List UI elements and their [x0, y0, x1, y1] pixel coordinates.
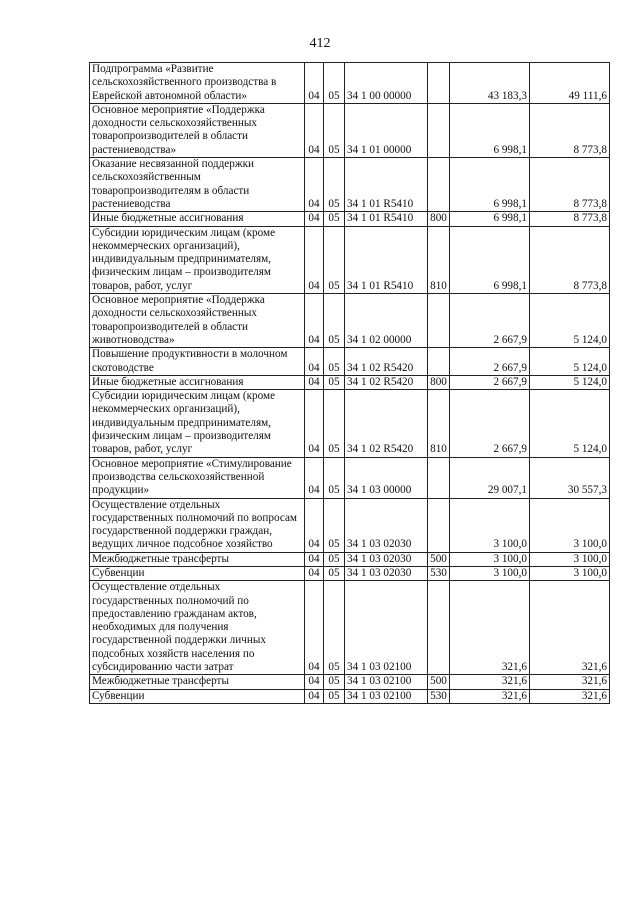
- row-amount-year-1: 43 183,3: [450, 63, 530, 104]
- row-expense-type-code: 800: [428, 375, 450, 389]
- row-name: Субвенции: [90, 566, 305, 580]
- row-section-code: 04: [305, 566, 324, 580]
- row-amount-year-2: 3 100,0: [530, 498, 610, 552]
- row-target-article-code: 34 1 03 00000: [345, 457, 428, 498]
- table-row: [90, 566, 610, 580]
- row-target-article-code: 34 1 03 02100: [345, 675, 428, 689]
- table-row: [90, 552, 610, 566]
- row-amount-year-2: 321,6: [530, 689, 610, 703]
- row-name: Основное мероприятие «Поддержка доходности сельскохозяйственных товаропроизводителей в области растениеводства»: [90, 103, 305, 157]
- row-target-article-code: 34 1 01 R5410: [345, 158, 428, 212]
- row-amount-year-1: 321,6: [450, 689, 530, 703]
- row-section-code: 04: [305, 212, 324, 226]
- row-section-code: 04: [305, 457, 324, 498]
- row-amount-year-1: 2 667,9: [450, 390, 530, 457]
- row-amount-year-2: 321,6: [530, 581, 610, 675]
- row-amount-year-2: 8 773,8: [530, 212, 610, 226]
- row-expense-type-code: [428, 158, 450, 212]
- row-amount-year-1: 3 100,0: [450, 566, 530, 580]
- row-expense-type-code: 500: [428, 675, 450, 689]
- row-section-code: 04: [305, 103, 324, 157]
- table-row: [90, 348, 610, 376]
- row-expense-type-code: 800: [428, 212, 450, 226]
- row-amount-year-2: 8 773,8: [530, 158, 610, 212]
- row-section-code: 04: [305, 390, 324, 457]
- row-name: Межбюджетные трансферты: [90, 552, 305, 566]
- row-name: Осуществление отдельных государственных полномочий по вопросам государственной поддержки граждан, ведущих личное подсобное хозяйство: [90, 498, 305, 552]
- row-subsection-code: 05: [324, 348, 345, 376]
- row-subsection-code: 05: [324, 294, 345, 348]
- row-amount-year-2: 5 124,0: [530, 390, 610, 457]
- row-subsection-code: 05: [324, 390, 345, 457]
- table-row: [90, 158, 610, 212]
- row-amount-year-2: 5 124,0: [530, 294, 610, 348]
- row-amount-year-1: 6 998,1: [450, 226, 530, 293]
- row-expense-type-code: [428, 63, 450, 104]
- row-name: Субсидии юридическим лицам (кроме некоммерческих организаций), индивидуальным предпринимателям, физическим лицам – производителям товаров, работ, услуг: [90, 226, 305, 293]
- table-row: [90, 226, 610, 293]
- row-section-code: 04: [305, 581, 324, 675]
- row-target-article-code: 34 1 02 R5420: [345, 375, 428, 389]
- row-subsection-code: 05: [324, 498, 345, 552]
- row-amount-year-2: 3 100,0: [530, 552, 610, 566]
- row-target-article-code: 34 1 02 R5420: [345, 348, 428, 376]
- row-amount-year-1: 2 667,9: [450, 348, 530, 376]
- page-number: 412: [309, 36, 331, 51]
- row-amount-year-2: 321,6: [530, 675, 610, 689]
- row-section-code: 04: [305, 689, 324, 703]
- row-name: Иные бюджетные ассигнования: [90, 375, 305, 389]
- row-section-code: 04: [305, 552, 324, 566]
- table-row: [90, 63, 610, 104]
- row-subsection-code: 05: [324, 63, 345, 104]
- row-name: Основное мероприятие «Стимулирование производства сельскохозяйственной продукции»: [90, 457, 305, 498]
- row-amount-year-1: 3 100,0: [450, 498, 530, 552]
- row-expense-type-code: 500: [428, 552, 450, 566]
- row-subsection-code: 05: [324, 226, 345, 293]
- budget-table: [89, 62, 610, 704]
- row-amount-year-1: 6 998,1: [450, 158, 530, 212]
- table-row: [90, 390, 610, 457]
- row-name: Субсидии юридическим лицам (кроме некоммерческих организаций), индивидуальным предпринимателям, физическим лицам – производителям товаров, работ, услуг: [90, 390, 305, 457]
- row-subsection-code: 05: [324, 552, 345, 566]
- row-section-code: 04: [305, 498, 324, 552]
- row-name: Межбюджетные трансферты: [90, 675, 305, 689]
- row-target-article-code: 34 1 03 02100: [345, 581, 428, 675]
- row-name: Иные бюджетные ассигнования: [90, 212, 305, 226]
- row-subsection-code: 05: [324, 457, 345, 498]
- row-amount-year-1: 6 998,1: [450, 103, 530, 157]
- row-subsection-code: 05: [324, 675, 345, 689]
- table-row: [90, 294, 610, 348]
- row-section-code: 04: [305, 294, 324, 348]
- row-section-code: 04: [305, 375, 324, 389]
- row-section-code: 04: [305, 348, 324, 376]
- row-target-article-code: 34 1 03 02030: [345, 566, 428, 580]
- row-subsection-code: 05: [324, 158, 345, 212]
- row-amount-year-1: 6 998,1: [450, 212, 530, 226]
- row-subsection-code: 05: [324, 375, 345, 389]
- row-target-article-code: 34 1 01 00000: [345, 103, 428, 157]
- row-expense-type-code: 810: [428, 390, 450, 457]
- row-section-code: 04: [305, 226, 324, 293]
- row-expense-type-code: 810: [428, 226, 450, 293]
- row-expense-type-code: [428, 457, 450, 498]
- row-amount-year-2: 8 773,8: [530, 226, 610, 293]
- table-row: [90, 103, 610, 157]
- row-expense-type-code: [428, 498, 450, 552]
- row-expense-type-code: [428, 581, 450, 675]
- row-name: Подпрограмма «Развитие сельскохозяйственного производства в Еврейской автономной области»: [90, 63, 305, 104]
- row-target-article-code: 34 1 03 02030: [345, 552, 428, 566]
- row-target-article-code: 34 1 03 02030: [345, 498, 428, 552]
- row-amount-year-2: 8 773,8: [530, 103, 610, 157]
- row-target-article-code: 34 1 00 00000: [345, 63, 428, 104]
- row-amount-year-1: 321,6: [450, 675, 530, 689]
- row-subsection-code: 05: [324, 566, 345, 580]
- row-name: Основное мероприятие «Поддержка доходности сельскохозяйственных товаропроизводителей в области животноводства»: [90, 294, 305, 348]
- row-target-article-code: 34 1 01 R5410: [345, 226, 428, 293]
- table-row: [90, 689, 610, 703]
- row-section-code: 04: [305, 63, 324, 104]
- table-row: [90, 498, 610, 552]
- row-expense-type-code: 530: [428, 689, 450, 703]
- row-section-code: 04: [305, 675, 324, 689]
- row-amount-year-1: 2 667,9: [450, 294, 530, 348]
- table-row: [90, 675, 610, 689]
- row-amount-year-2: 49 111,6: [530, 63, 610, 104]
- row-amount-year-2: 5 124,0: [530, 375, 610, 389]
- row-amount-year-1: 2 667,9: [450, 375, 530, 389]
- row-amount-year-1: 29 007,1: [450, 457, 530, 498]
- table-row: [90, 212, 610, 226]
- row-amount-year-2: 3 100,0: [530, 566, 610, 580]
- row-target-article-code: 34 1 02 R5420: [345, 390, 428, 457]
- row-expense-type-code: [428, 348, 450, 376]
- row-amount-year-2: 30 557,3: [530, 457, 610, 498]
- row-expense-type-code: [428, 294, 450, 348]
- row-amount-year-1: 321,6: [450, 581, 530, 675]
- row-name: Повышение продуктивности в молочном скотоводстве: [90, 348, 305, 376]
- table-row: [90, 581, 610, 675]
- budget-table-body: [90, 63, 610, 704]
- row-subsection-code: 05: [324, 689, 345, 703]
- row-name: Осуществление отдельных государственных полномочий по предоставлению гражданам актов, необходимых для получения государственной поддержки личных подсобных хозяйств населения по субсидированию части затрат: [90, 581, 305, 675]
- row-expense-type-code: [428, 103, 450, 157]
- row-amount-year-1: 3 100,0: [450, 552, 530, 566]
- row-subsection-code: 05: [324, 103, 345, 157]
- row-name: Субвенции: [90, 689, 305, 703]
- table-row: [90, 457, 610, 498]
- row-target-article-code: 34 1 01 R5410: [345, 212, 428, 226]
- row-subsection-code: 05: [324, 581, 345, 675]
- row-subsection-code: 05: [324, 212, 345, 226]
- table-row: [90, 375, 610, 389]
- row-name: Оказание несвязанной поддержки сельскохозяйственным товаропроизводителям в области растениеводства: [90, 158, 305, 212]
- row-target-article-code: 34 1 03 02100: [345, 689, 428, 703]
- row-section-code: 04: [305, 158, 324, 212]
- row-target-article-code: 34 1 02 00000: [345, 294, 428, 348]
- row-expense-type-code: 530: [428, 566, 450, 580]
- row-amount-year-2: 5 124,0: [530, 348, 610, 376]
